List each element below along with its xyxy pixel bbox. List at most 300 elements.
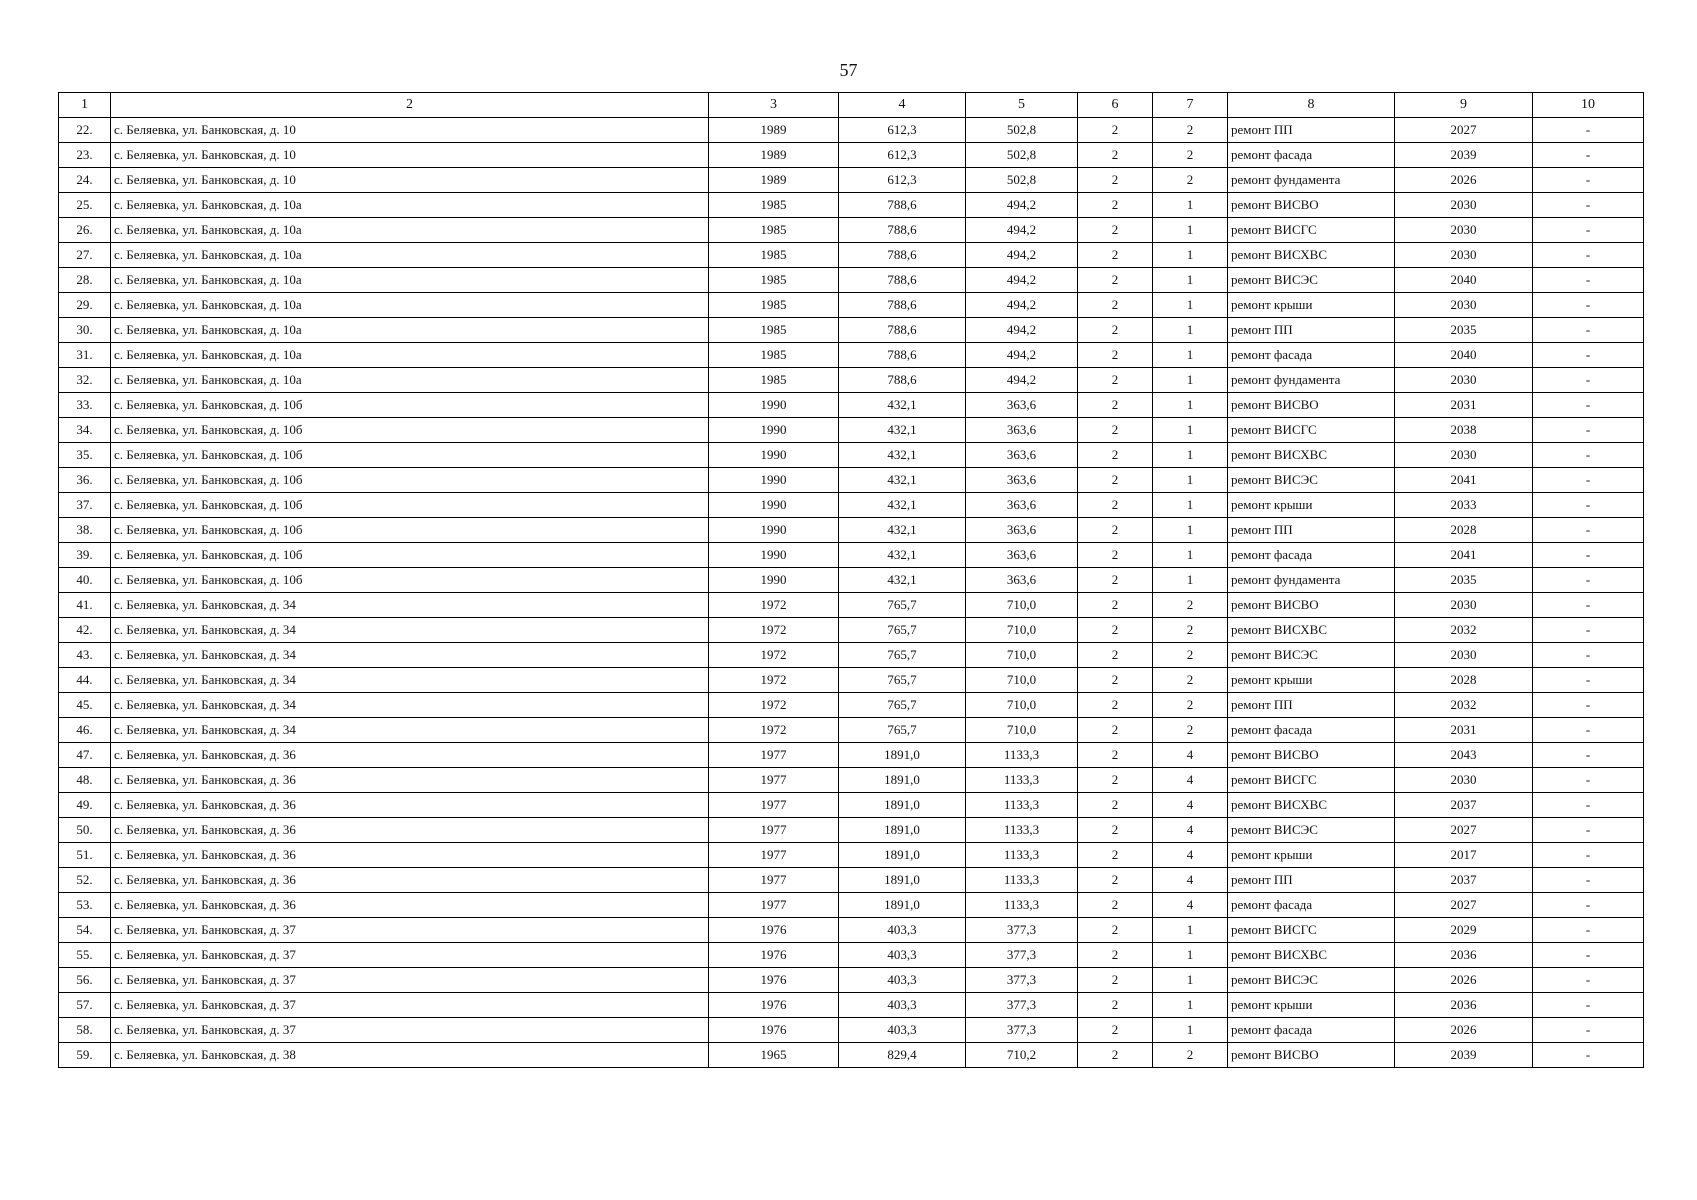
cell-year: 1972 [709,643,839,668]
page-number: 57 [839,60,858,80]
cell-address: с. Беляевка, ул. Банковская, д. 10б [111,468,709,493]
cell-living-area: 1133,3 [966,818,1078,843]
cell-floors: 2 [1078,768,1153,793]
cell-living-area: 710,2 [966,1043,1078,1068]
cell-note: - [1533,868,1644,893]
table-row [59,418,1644,443]
cell-address: с. Беляевка, ул. Банковская, д. 10 [111,143,709,168]
cell-planned-year: 2043 [1395,743,1533,768]
cell-entrances: 1 [1153,543,1228,568]
table-row [59,568,1644,593]
cell-floors: 2 [1078,268,1153,293]
cell-entrances: 2 [1153,718,1228,743]
cell-address: с. Беляевка, ул. Банковская, д. 10б [111,543,709,568]
cell-row-number: 24. [59,168,111,193]
cell-entrances: 1 [1153,418,1228,443]
cell-year: 1985 [709,368,839,393]
cell-address: с. Беляевка, ул. Банковская, д. 37 [111,1018,709,1043]
table-row [59,718,1644,743]
cell-address: с. Беляевка, ул. Банковская, д. 37 [111,918,709,943]
cell-year: 1977 [709,793,839,818]
cell-note: - [1533,493,1644,518]
table-row [59,843,1644,868]
cell-year: 1972 [709,718,839,743]
cell-total-area: 1891,0 [839,893,966,918]
cell-row-number: 47. [59,743,111,768]
cell-total-area: 432,1 [839,568,966,593]
table-row [59,368,1644,393]
cell-note: - [1533,418,1644,443]
cell-floors: 2 [1078,368,1153,393]
cell-row-number: 26. [59,218,111,243]
cell-work-type: ремонт ВИСХВС [1228,618,1395,643]
cell-row-number: 31. [59,343,111,368]
cell-living-area: 377,3 [966,943,1078,968]
cell-note: - [1533,893,1644,918]
table-row [59,643,1644,668]
cell-row-number: 43. [59,643,111,668]
cell-living-area: 1133,3 [966,843,1078,868]
cell-work-type: ремонт крыши [1228,668,1395,693]
cell-note: - [1533,593,1644,618]
cell-work-type: ремонт крыши [1228,843,1395,868]
cell-address: с. Беляевка, ул. Банковская, д. 10а [111,218,709,243]
cell-work-type: ремонт фундамента [1228,168,1395,193]
cell-floors: 2 [1078,443,1153,468]
cell-entrances: 2 [1153,668,1228,693]
cell-row-number: 45. [59,693,111,718]
cell-work-type: ремонт фундамента [1228,568,1395,593]
cell-floors: 2 [1078,818,1153,843]
table-row [59,818,1644,843]
cell-row-number: 57. [59,993,111,1018]
cell-living-area: 494,2 [966,193,1078,218]
cell-entrances: 1 [1153,468,1228,493]
cell-total-area: 765,7 [839,693,966,718]
cell-work-type: ремонт ВИСВО [1228,1043,1395,1068]
cell-note: - [1533,1043,1644,1068]
cell-floors: 2 [1078,743,1153,768]
cell-row-number: 23. [59,143,111,168]
cell-entrances: 4 [1153,793,1228,818]
cell-living-area: 710,0 [966,718,1078,743]
cell-year: 1976 [709,943,839,968]
cell-address: с. Беляевка, ул. Банковская, д. 34 [111,718,709,743]
cell-note: - [1533,993,1644,1018]
cell-total-area: 1891,0 [839,768,966,793]
cell-total-area: 788,6 [839,293,966,318]
cell-note: - [1533,743,1644,768]
cell-planned-year: 2030 [1395,243,1533,268]
cell-floors: 2 [1078,393,1153,418]
cell-address: с. Беляевка, ул. Банковская, д. 36 [111,793,709,818]
cell-total-area: 1891,0 [839,818,966,843]
cell-address: с. Беляевка, ул. Банковская, д. 10а [111,343,709,368]
cell-living-area: 363,6 [966,518,1078,543]
cell-planned-year: 2028 [1395,668,1533,693]
cell-address: с. Беляевка, ул. Банковская, д. 10а [111,243,709,268]
cell-planned-year: 2026 [1395,1018,1533,1043]
cell-work-type: ремонт ВИСВО [1228,193,1395,218]
cell-entrances: 2 [1153,643,1228,668]
cell-year: 1990 [709,518,839,543]
cell-address: с. Беляевка, ул. Банковская, д. 10б [111,568,709,593]
table-row [59,443,1644,468]
cell-row-number: 41. [59,593,111,618]
cell-work-type: ремонт фасада [1228,718,1395,743]
cell-row-number: 52. [59,868,111,893]
cell-living-area: 363,6 [966,568,1078,593]
cell-living-area: 363,6 [966,543,1078,568]
cell-floors: 2 [1078,893,1153,918]
table-row [59,893,1644,918]
cell-total-area: 765,7 [839,643,966,668]
table-row [59,343,1644,368]
cell-living-area: 494,2 [966,268,1078,293]
cell-note: - [1533,918,1644,943]
column-header: 6 [1078,93,1153,118]
cell-total-area: 1891,0 [839,793,966,818]
cell-total-area: 432,1 [839,518,966,543]
cell-address: с. Беляевка, ул. Банковская, д. 10б [111,443,709,468]
cell-total-area: 432,1 [839,543,966,568]
cell-work-type: ремонт ПП [1228,693,1395,718]
cell-total-area: 612,3 [839,143,966,168]
cell-year: 1990 [709,493,839,518]
cell-address: с. Беляевка, ул. Банковская, д. 34 [111,593,709,618]
cell-address: с. Беляевка, ул. Банковская, д. 36 [111,818,709,843]
cell-planned-year: 2032 [1395,618,1533,643]
cell-address: с. Беляевка, ул. Банковская, д. 37 [111,943,709,968]
cell-total-area: 788,6 [839,193,966,218]
cell-planned-year: 2032 [1395,693,1533,718]
cell-living-area: 377,3 [966,993,1078,1018]
cell-entrances: 2 [1153,618,1228,643]
cell-work-type: ремонт ВИСГС [1228,768,1395,793]
cell-floors: 2 [1078,343,1153,368]
table-row [59,743,1644,768]
cell-total-area: 1891,0 [839,743,966,768]
cell-planned-year: 2030 [1395,193,1533,218]
column-header: 8 [1228,93,1395,118]
cell-note: - [1533,968,1644,993]
cell-row-number: 53. [59,893,111,918]
table-row [59,118,1644,143]
cell-floors: 2 [1078,143,1153,168]
cell-entrances: 1 [1153,393,1228,418]
cell-total-area: 765,7 [839,593,966,618]
cell-row-number: 37. [59,493,111,518]
cell-living-area: 710,0 [966,693,1078,718]
cell-planned-year: 2040 [1395,343,1533,368]
cell-note: - [1533,543,1644,568]
cell-address: с. Беляевка, ул. Банковская, д. 10а [111,293,709,318]
cell-year: 1977 [709,893,839,918]
cell-total-area: 612,3 [839,118,966,143]
cell-entrances: 1 [1153,968,1228,993]
cell-row-number: 29. [59,293,111,318]
cell-entrances: 2 [1153,168,1228,193]
cell-living-area: 494,2 [966,218,1078,243]
cell-year: 1972 [709,693,839,718]
column-header: 9 [1395,93,1533,118]
cell-entrances: 1 [1153,268,1228,293]
table-row [59,793,1644,818]
cell-planned-year: 2041 [1395,468,1533,493]
cell-planned-year: 2035 [1395,568,1533,593]
cell-planned-year: 2037 [1395,793,1533,818]
table-row [59,868,1644,893]
cell-living-area: 502,8 [966,168,1078,193]
cell-row-number: 48. [59,768,111,793]
cell-total-area: 1891,0 [839,843,966,868]
cell-entrances: 1 [1153,493,1228,518]
cell-floors: 2 [1078,943,1153,968]
cell-work-type: ремонт ПП [1228,868,1395,893]
cell-address: с. Беляевка, ул. Банковская, д. 34 [111,618,709,643]
cell-entrances: 4 [1153,843,1228,868]
cell-total-area: 788,6 [839,343,966,368]
cell-note: - [1533,393,1644,418]
column-header: 1 [59,93,111,118]
cell-address: с. Беляевка, ул. Банковская, д. 10б [111,518,709,543]
cell-note: - [1533,518,1644,543]
cell-note: - [1533,768,1644,793]
cell-address: с. Беляевка, ул. Банковская, д. 36 [111,743,709,768]
cell-work-type: ремонт фасада [1228,1018,1395,1043]
cell-living-area: 377,3 [966,968,1078,993]
cell-work-type: ремонт ВИСВО [1228,393,1395,418]
cell-row-number: 58. [59,1018,111,1043]
cell-year: 1976 [709,968,839,993]
cell-total-area: 403,3 [839,968,966,993]
cell-row-number: 35. [59,443,111,468]
cell-row-number: 46. [59,718,111,743]
cell-planned-year: 2039 [1395,1043,1533,1068]
cell-planned-year: 2030 [1395,218,1533,243]
column-header: 10 [1533,93,1644,118]
cell-total-area: 432,1 [839,468,966,493]
cell-planned-year: 2026 [1395,168,1533,193]
cell-living-area: 363,6 [966,468,1078,493]
cell-work-type: ремонт фасада [1228,893,1395,918]
table-row [59,593,1644,618]
cell-year: 1985 [709,343,839,368]
cell-floors: 2 [1078,193,1153,218]
cell-planned-year: 2038 [1395,418,1533,443]
cell-row-number: 39. [59,543,111,568]
cell-planned-year: 2027 [1395,818,1533,843]
cell-year: 1990 [709,393,839,418]
cell-living-area: 494,2 [966,343,1078,368]
cell-floors: 2 [1078,643,1153,668]
cell-total-area: 788,6 [839,318,966,343]
column-header: 7 [1153,93,1228,118]
cell-floors: 2 [1078,693,1153,718]
cell-note: - [1533,168,1644,193]
cell-living-area: 494,2 [966,368,1078,393]
cell-floors: 2 [1078,993,1153,1018]
cell-total-area: 765,7 [839,618,966,643]
cell-entrances: 1 [1153,193,1228,218]
cell-year: 1972 [709,593,839,618]
cell-note: - [1533,793,1644,818]
cell-year: 1989 [709,143,839,168]
cell-living-area: 1133,3 [966,868,1078,893]
cell-note: - [1533,243,1644,268]
cell-total-area: 432,1 [839,418,966,443]
cell-entrances: 1 [1153,368,1228,393]
cell-work-type: ремонт ВИСВО [1228,743,1395,768]
cell-entrances: 1 [1153,1018,1228,1043]
cell-total-area: 403,3 [839,1018,966,1043]
cell-floors: 2 [1078,293,1153,318]
table-row [59,768,1644,793]
cell-year: 1989 [709,118,839,143]
table-row [59,493,1644,518]
cell-row-number: 30. [59,318,111,343]
cell-note: - [1533,218,1644,243]
cell-note: - [1533,843,1644,868]
column-header: 5 [966,93,1078,118]
cell-entrances: 2 [1153,693,1228,718]
cell-note: - [1533,118,1644,143]
cell-entrances: 4 [1153,893,1228,918]
cell-row-number: 33. [59,393,111,418]
cell-row-number: 42. [59,618,111,643]
cell-floors: 2 [1078,918,1153,943]
table-row [59,518,1644,543]
cell-row-number: 54. [59,918,111,943]
cell-year: 1977 [709,843,839,868]
cell-address: с. Беляевка, ул. Банковская, д. 10б [111,493,709,518]
cell-row-number: 38. [59,518,111,543]
cell-work-type: ремонт ВИСХВС [1228,443,1395,468]
cell-floors: 2 [1078,243,1153,268]
cell-entrances: 1 [1153,918,1228,943]
cell-work-type: ремонт ВИСГС [1228,418,1395,443]
cell-floors: 2 [1078,793,1153,818]
cell-total-area: 403,3 [839,993,966,1018]
cell-work-type: ремонт ВИСХВС [1228,243,1395,268]
cell-year: 1977 [709,818,839,843]
cell-row-number: 55. [59,943,111,968]
cell-entrances: 4 [1153,768,1228,793]
cell-row-number: 59. [59,1043,111,1068]
cell-total-area: 765,7 [839,668,966,693]
cell-total-area: 788,6 [839,368,966,393]
cell-note: - [1533,643,1644,668]
cell-planned-year: 2036 [1395,943,1533,968]
cell-work-type: ремонт ВИСХВС [1228,943,1395,968]
cell-row-number: 32. [59,368,111,393]
cell-planned-year: 2017 [1395,843,1533,868]
cell-year: 1985 [709,243,839,268]
table-row [59,668,1644,693]
cell-living-area: 363,6 [966,443,1078,468]
cell-total-area: 403,3 [839,943,966,968]
cell-entrances: 1 [1153,993,1228,1018]
cell-address: с. Беляевка, ул. Банковская, д. 34 [111,693,709,718]
table-row [59,618,1644,643]
cell-work-type: ремонт ВИСХВС [1228,793,1395,818]
cell-planned-year: 2039 [1395,143,1533,168]
cell-address: с. Беляевка, ул. Банковская, д. 38 [111,1043,709,1068]
cell-total-area: 788,6 [839,243,966,268]
cell-planned-year: 2040 [1395,268,1533,293]
cell-note: - [1533,268,1644,293]
cell-note: - [1533,943,1644,968]
cell-living-area: 1133,3 [966,793,1078,818]
cell-floors: 2 [1078,618,1153,643]
table-row [59,918,1644,943]
cell-note: - [1533,468,1644,493]
cell-year: 1985 [709,268,839,293]
cell-entrances: 1 [1153,343,1228,368]
cell-address: с. Беляевка, ул. Банковская, д. 10б [111,418,709,443]
cell-floors: 2 [1078,493,1153,518]
cell-work-type: ремонт ПП [1228,118,1395,143]
cell-planned-year: 2036 [1395,993,1533,1018]
cell-floors: 2 [1078,118,1153,143]
cell-row-number: 40. [59,568,111,593]
cell-row-number: 49. [59,793,111,818]
cell-entrances: 1 [1153,243,1228,268]
cell-total-area: 829,4 [839,1043,966,1068]
cell-entrances: 1 [1153,518,1228,543]
cell-living-area: 494,2 [966,243,1078,268]
cell-work-type: ремонт ВИСЭС [1228,468,1395,493]
cell-row-number: 25. [59,193,111,218]
cell-floors: 2 [1078,468,1153,493]
table-row [59,693,1644,718]
repair-schedule-table [58,92,1644,1068]
cell-planned-year: 2030 [1395,293,1533,318]
cell-work-type: ремонт ВИСВО [1228,593,1395,618]
cell-year: 1990 [709,568,839,593]
cell-address: с. Беляевка, ул. Банковская, д. 10 [111,168,709,193]
table-row [59,168,1644,193]
cell-floors: 2 [1078,1043,1153,1068]
cell-work-type: ремонт фундамента [1228,368,1395,393]
cell-note: - [1533,193,1644,218]
cell-row-number: 36. [59,468,111,493]
cell-address: с. Беляевка, ул. Банковская, д. 10а [111,268,709,293]
table-row [59,218,1644,243]
cell-living-area: 494,2 [966,318,1078,343]
cell-planned-year: 2029 [1395,918,1533,943]
cell-entrances: 1 [1153,943,1228,968]
cell-total-area: 788,6 [839,218,966,243]
cell-year: 1976 [709,918,839,943]
cell-work-type: ремонт ПП [1228,518,1395,543]
cell-living-area: 363,6 [966,493,1078,518]
cell-note: - [1533,618,1644,643]
cell-address: с. Беляевка, ул. Банковская, д. 36 [111,893,709,918]
cell-floors: 2 [1078,593,1153,618]
cell-floors: 2 [1078,543,1153,568]
cell-planned-year: 2027 [1395,118,1533,143]
cell-row-number: 50. [59,818,111,843]
cell-entrances: 2 [1153,1043,1228,1068]
cell-floors: 2 [1078,843,1153,868]
column-header: 4 [839,93,966,118]
cell-work-type: ремонт крыши [1228,993,1395,1018]
cell-entrances: 1 [1153,568,1228,593]
cell-entrances: 4 [1153,743,1228,768]
cell-work-type: ремонт фасада [1228,143,1395,168]
cell-living-area: 1133,3 [966,893,1078,918]
